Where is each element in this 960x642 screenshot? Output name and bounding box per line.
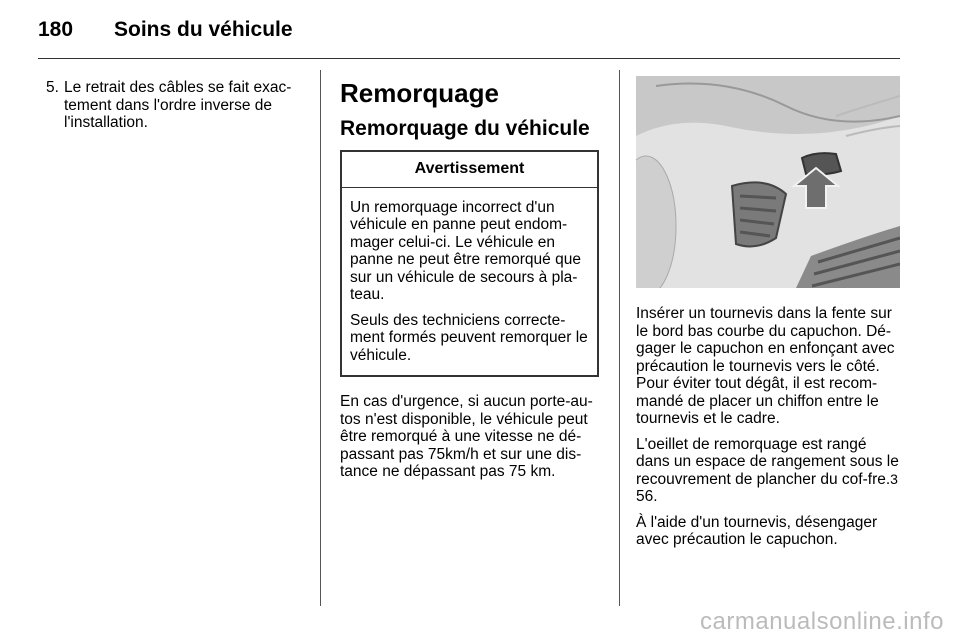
warning-paragraph-1: Un remorquage incorrect d'un véhicule en panne peut endom-mager celui-ci. Le véhicule en panne ne peut être remorqué que sur un véhicule de secours à pla-teau. [350,198,581,303]
instructions-paragraph-2-text: L'oeillet de remorquage est rangé dans un espace de rangement sous le recouvrement de plancher du cof-fre. [636,435,899,488]
section-heading: Remorquage [340,78,499,108]
instructions-paragraph-1: Insérer un tournevis dans la fente sur le bord bas courbe du capuchon. Dé-gager le capuchon en enfonçant avec précaution le tournevis vers le côté. Pour éviter tout dégât, il est recom-mandé de placer un chiffon entre le tournevis et le cadre. [636,305,895,427]
column-divider-right [619,70,620,606]
page-reference-icon[interactable]: 3 [890,470,898,487]
car-front-bumper-illustration [636,76,900,288]
warning-paragraph-2: Seuls des techniciens correcte-ment formés peuvent remorquer le véhicule. [350,311,588,364]
warning-box [340,150,599,377]
warning-body [342,188,597,376]
column-one [46,79,302,132]
section-subheading: Remorquage du véhicule [340,117,590,140]
list-item-text: Le retrait des câbles se fait exac-tement dans l'ordre inverse de l'installation. [64,79,292,131]
instructions-paragraph-2 [636,436,902,506]
page-reference-number[interactable]: 56. [636,488,658,505]
watermark: carmanualsonline.info [700,608,944,635]
page-header [38,18,293,42]
towing-paragraph: En cas d'urgence, si aucun porte-au-tos n'est disponible, le véhicule peut être remorqué à une vitesse ne dé-passant pas 75km/h et sur une dis-tance ne dépassant pas 75 km. [340,393,593,480]
list-item [46,79,302,132]
instructions-paragraph-3: À l'aide d'un tournevis, désengager avec précaution le capuchon. [636,513,878,548]
header-rule [38,58,900,59]
column-divider-left [320,70,321,606]
list-item-number: 5. [46,79,59,96]
page-title: Soins du véhicule [114,18,293,41]
column-two [340,79,602,489]
bumper-drawing [636,76,900,288]
column-three [636,305,902,557]
warning-title: Avertissement [342,152,597,188]
page-number: 180 [38,18,74,41]
